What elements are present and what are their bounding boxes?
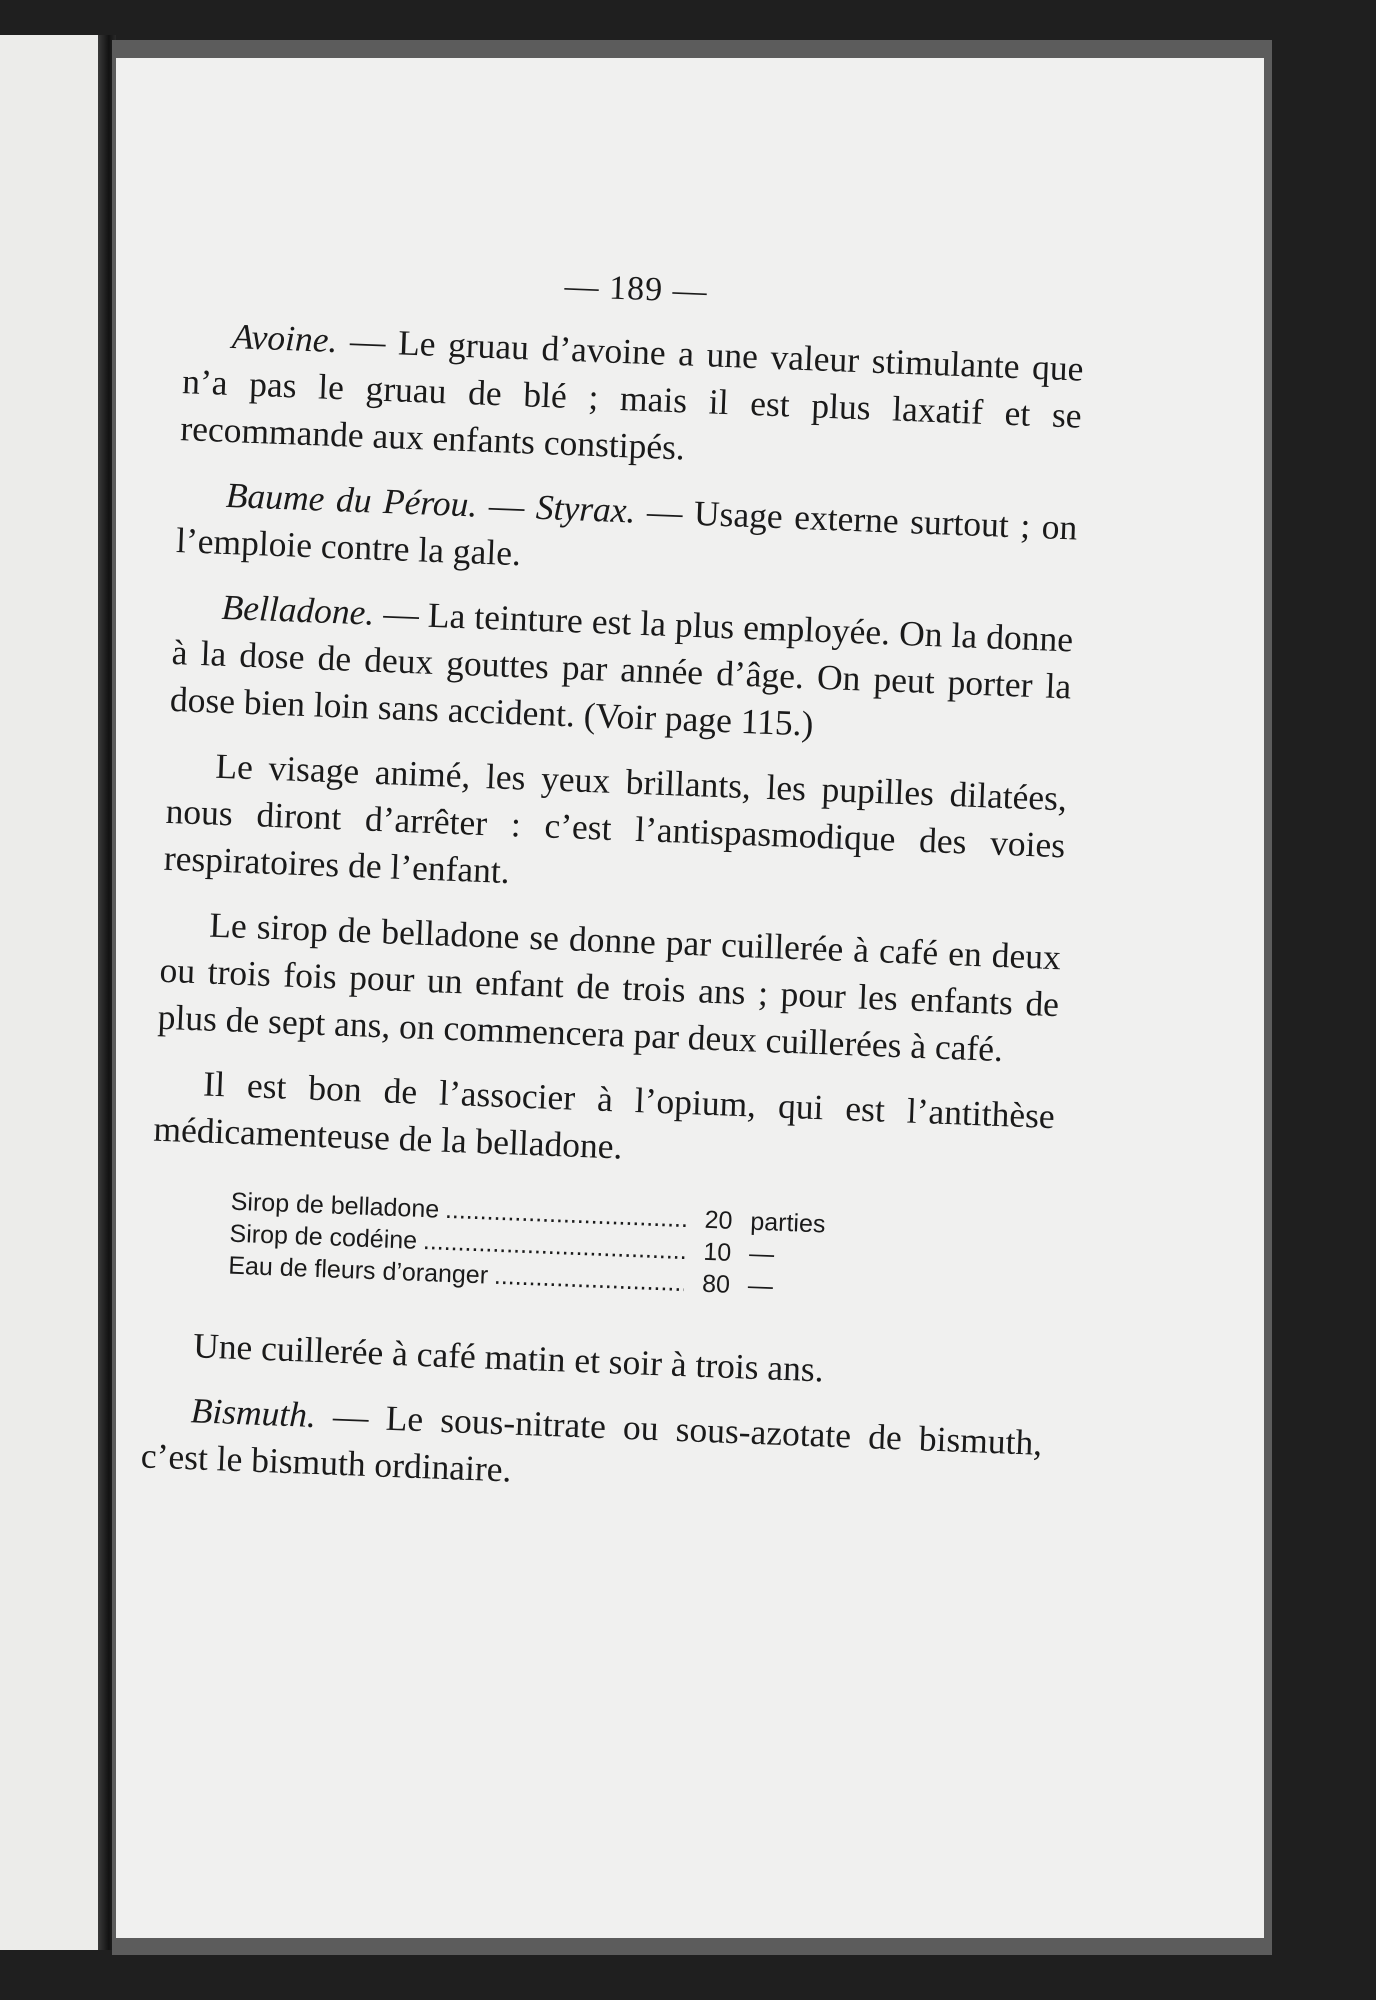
paragraph-visage: Le visage animé, les yeux brillants, les pupilles dilatées, nous diront d’arrêter : c’est l’antispasmodique des voies respiratoires de l’enfant. [163,745,1068,892]
paragraph-sirop: Le sirop de belladone se donne par cuillerée à café en deux ou trois fois pour un enfant de trois ans ; pour les enfants de plus de sept ans, on commencera par deux cuillerées à café. [157,904,1062,1070]
term-bismuth: Bismuth. [190,1390,317,1436]
paragraph-text: — Le gruau d’avoine a une valeur stimulante que n’a pas le gruau de blé ; mais il est plus laxatif et se recommande aux enfants constipés. [179,320,1085,468]
recipe-formula [228,1186,871,1306]
dot-leader [493,1260,684,1299]
recipe-quantity: 10 [702,1237,732,1267]
recipe-ingredient: Sirop de codéine [229,1219,418,1255]
recipe-quantity: 20 [704,1205,733,1235]
paragraph-opium: Il est bon de l’associer à l’opium, qui est l’antithèse médicamenteuse de la belladone. [152,1063,1056,1167]
paragraph-dosage: Une cuillerée à café matin et soir à trois ans. [192,1325,825,1390]
facing-page-edge [0,35,100,1950]
page-text [139,253,1086,1532]
paragraph-text: — Le sous-nitrate ou sous-azotate de bismuth, c’est le bismuth ordinaire. [140,1395,1043,1490]
separator: — [476,484,537,527]
paragraph-belladone [169,582,1074,757]
term-avoine: Avoine. [231,316,339,361]
recipe-unit: parties [749,1207,826,1239]
recipe-quantity: 80 [701,1269,731,1299]
paragraph-text: — Usage externe surtout ; on l’emploie contre la gale. [175,490,1079,574]
term-belladone: Belladone. [220,586,376,633]
page-number: — 189 — [564,267,709,311]
paragraph-baume [175,470,1078,598]
term-baume: Baume du Pérou. [225,474,479,525]
recipe-unit: — [748,1239,775,1269]
recipe-ingredient: Eau de fleurs d’oranger [227,1251,489,1290]
paragraph-bismuth [140,1385,1043,1513]
recipe-unit: — [747,1271,774,1301]
paragraph-text: — La teinture est la plus employée. On la donne à la dose de deux gouttes par année d’âge. On peut porter la dose bien loin sans accident. (Voir page 115.) [169,592,1074,744]
recipe-ingredient: Sirop de belladone [230,1187,440,1224]
term-styrax: Styrax. [535,486,637,531]
paragraph-avoine [180,311,1085,486]
